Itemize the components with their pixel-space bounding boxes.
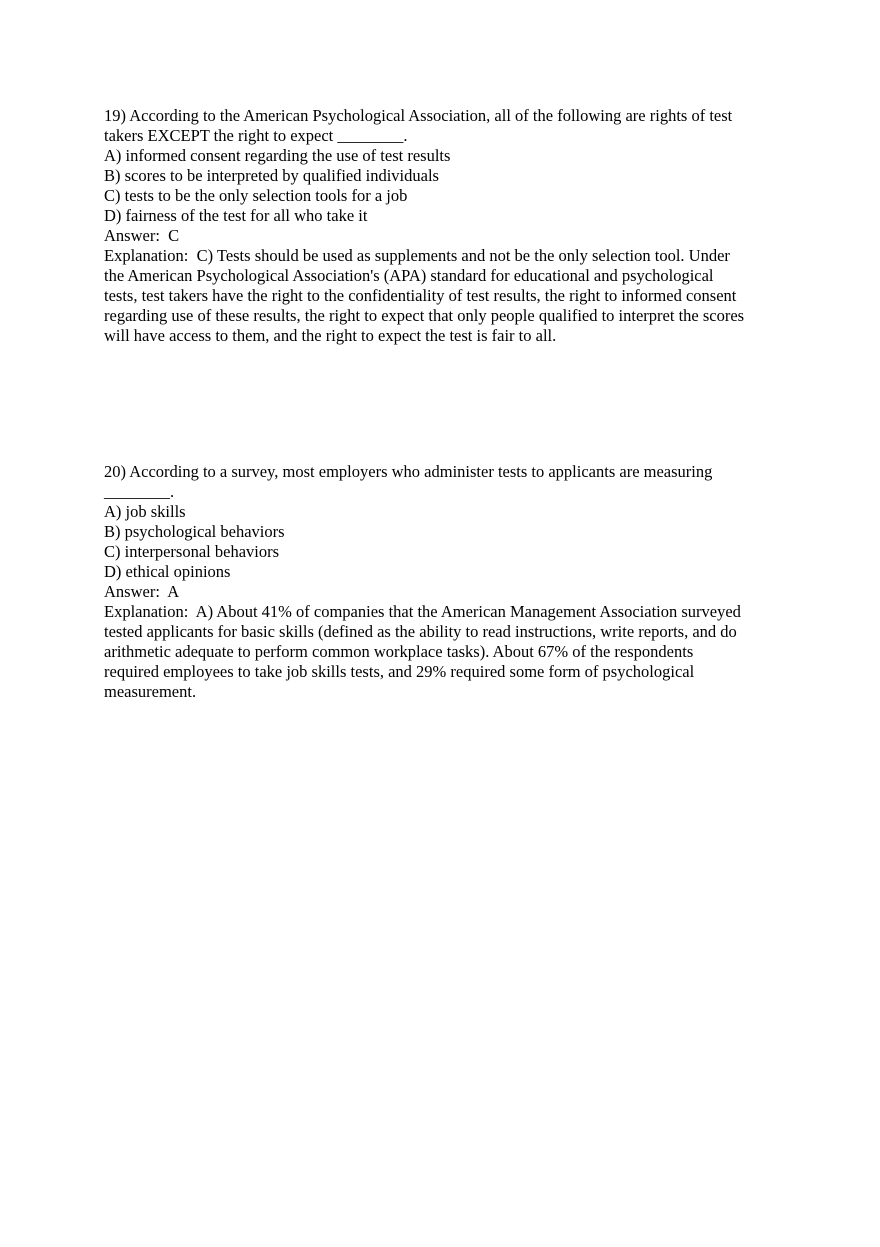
- question-stem-line: takers EXCEPT the right to expect ________.: [104, 126, 408, 145]
- explanation-line: required employees to take job skills tests, and 29% required some form of psychological: [104, 662, 695, 681]
- answer-line: Answer: A: [104, 582, 180, 601]
- explanation-line: tested applicants for basic skills (defined as the ability to read instructions, write reports, and do: [104, 622, 737, 641]
- option-a: A) informed consent regarding the use of test results: [104, 146, 451, 165]
- answer-line: Answer: C: [104, 226, 180, 245]
- explanation-line: measurement.: [104, 682, 197, 701]
- explanation-line: will have access to them, and the right to expect the test is fair to all.: [104, 326, 557, 345]
- question-stem-line: 20) According to a survey, most employers who administer tests to applicants are measuring: [104, 462, 713, 481]
- explanation-line: regarding use of these results, the right to expect that only people qualified to interpret the scores: [104, 306, 745, 325]
- option-d: D) fairness of the test for all who take it: [104, 206, 368, 225]
- option-b: B) psychological behaviors: [104, 522, 285, 541]
- option-c: C) tests to be the only selection tools for a job: [104, 186, 408, 205]
- explanation-line: Explanation: A) About 41% of companies that the American Management Association surveyed: [104, 602, 741, 621]
- explanation-line: arithmetic adequate to perform common workplace tasks). About 67% of the respondents: [104, 642, 694, 661]
- option-c: C) interpersonal behaviors: [104, 542, 280, 561]
- option-a: A) job skills: [104, 502, 186, 521]
- question-20: [104, 462, 784, 702]
- question-stem-line: ________.: [104, 482, 175, 501]
- question-stem-line: 19) According to the American Psychological Association, all of the following are rights of test: [104, 106, 733, 125]
- explanation-line: tests, test takers have the right to the confidentiality of test results, the right to informed consent: [104, 286, 737, 305]
- option-b: B) scores to be interpreted by qualified individuals: [104, 166, 439, 185]
- question-19: [104, 106, 784, 346]
- option-d: D) ethical opinions: [104, 562, 231, 581]
- explanation-line: Explanation: C) Tests should be used as supplements and not be the only selection tool. Under: [104, 246, 730, 265]
- explanation-line: the American Psychological Association's (APA) standard for educational and psychological: [104, 266, 714, 285]
